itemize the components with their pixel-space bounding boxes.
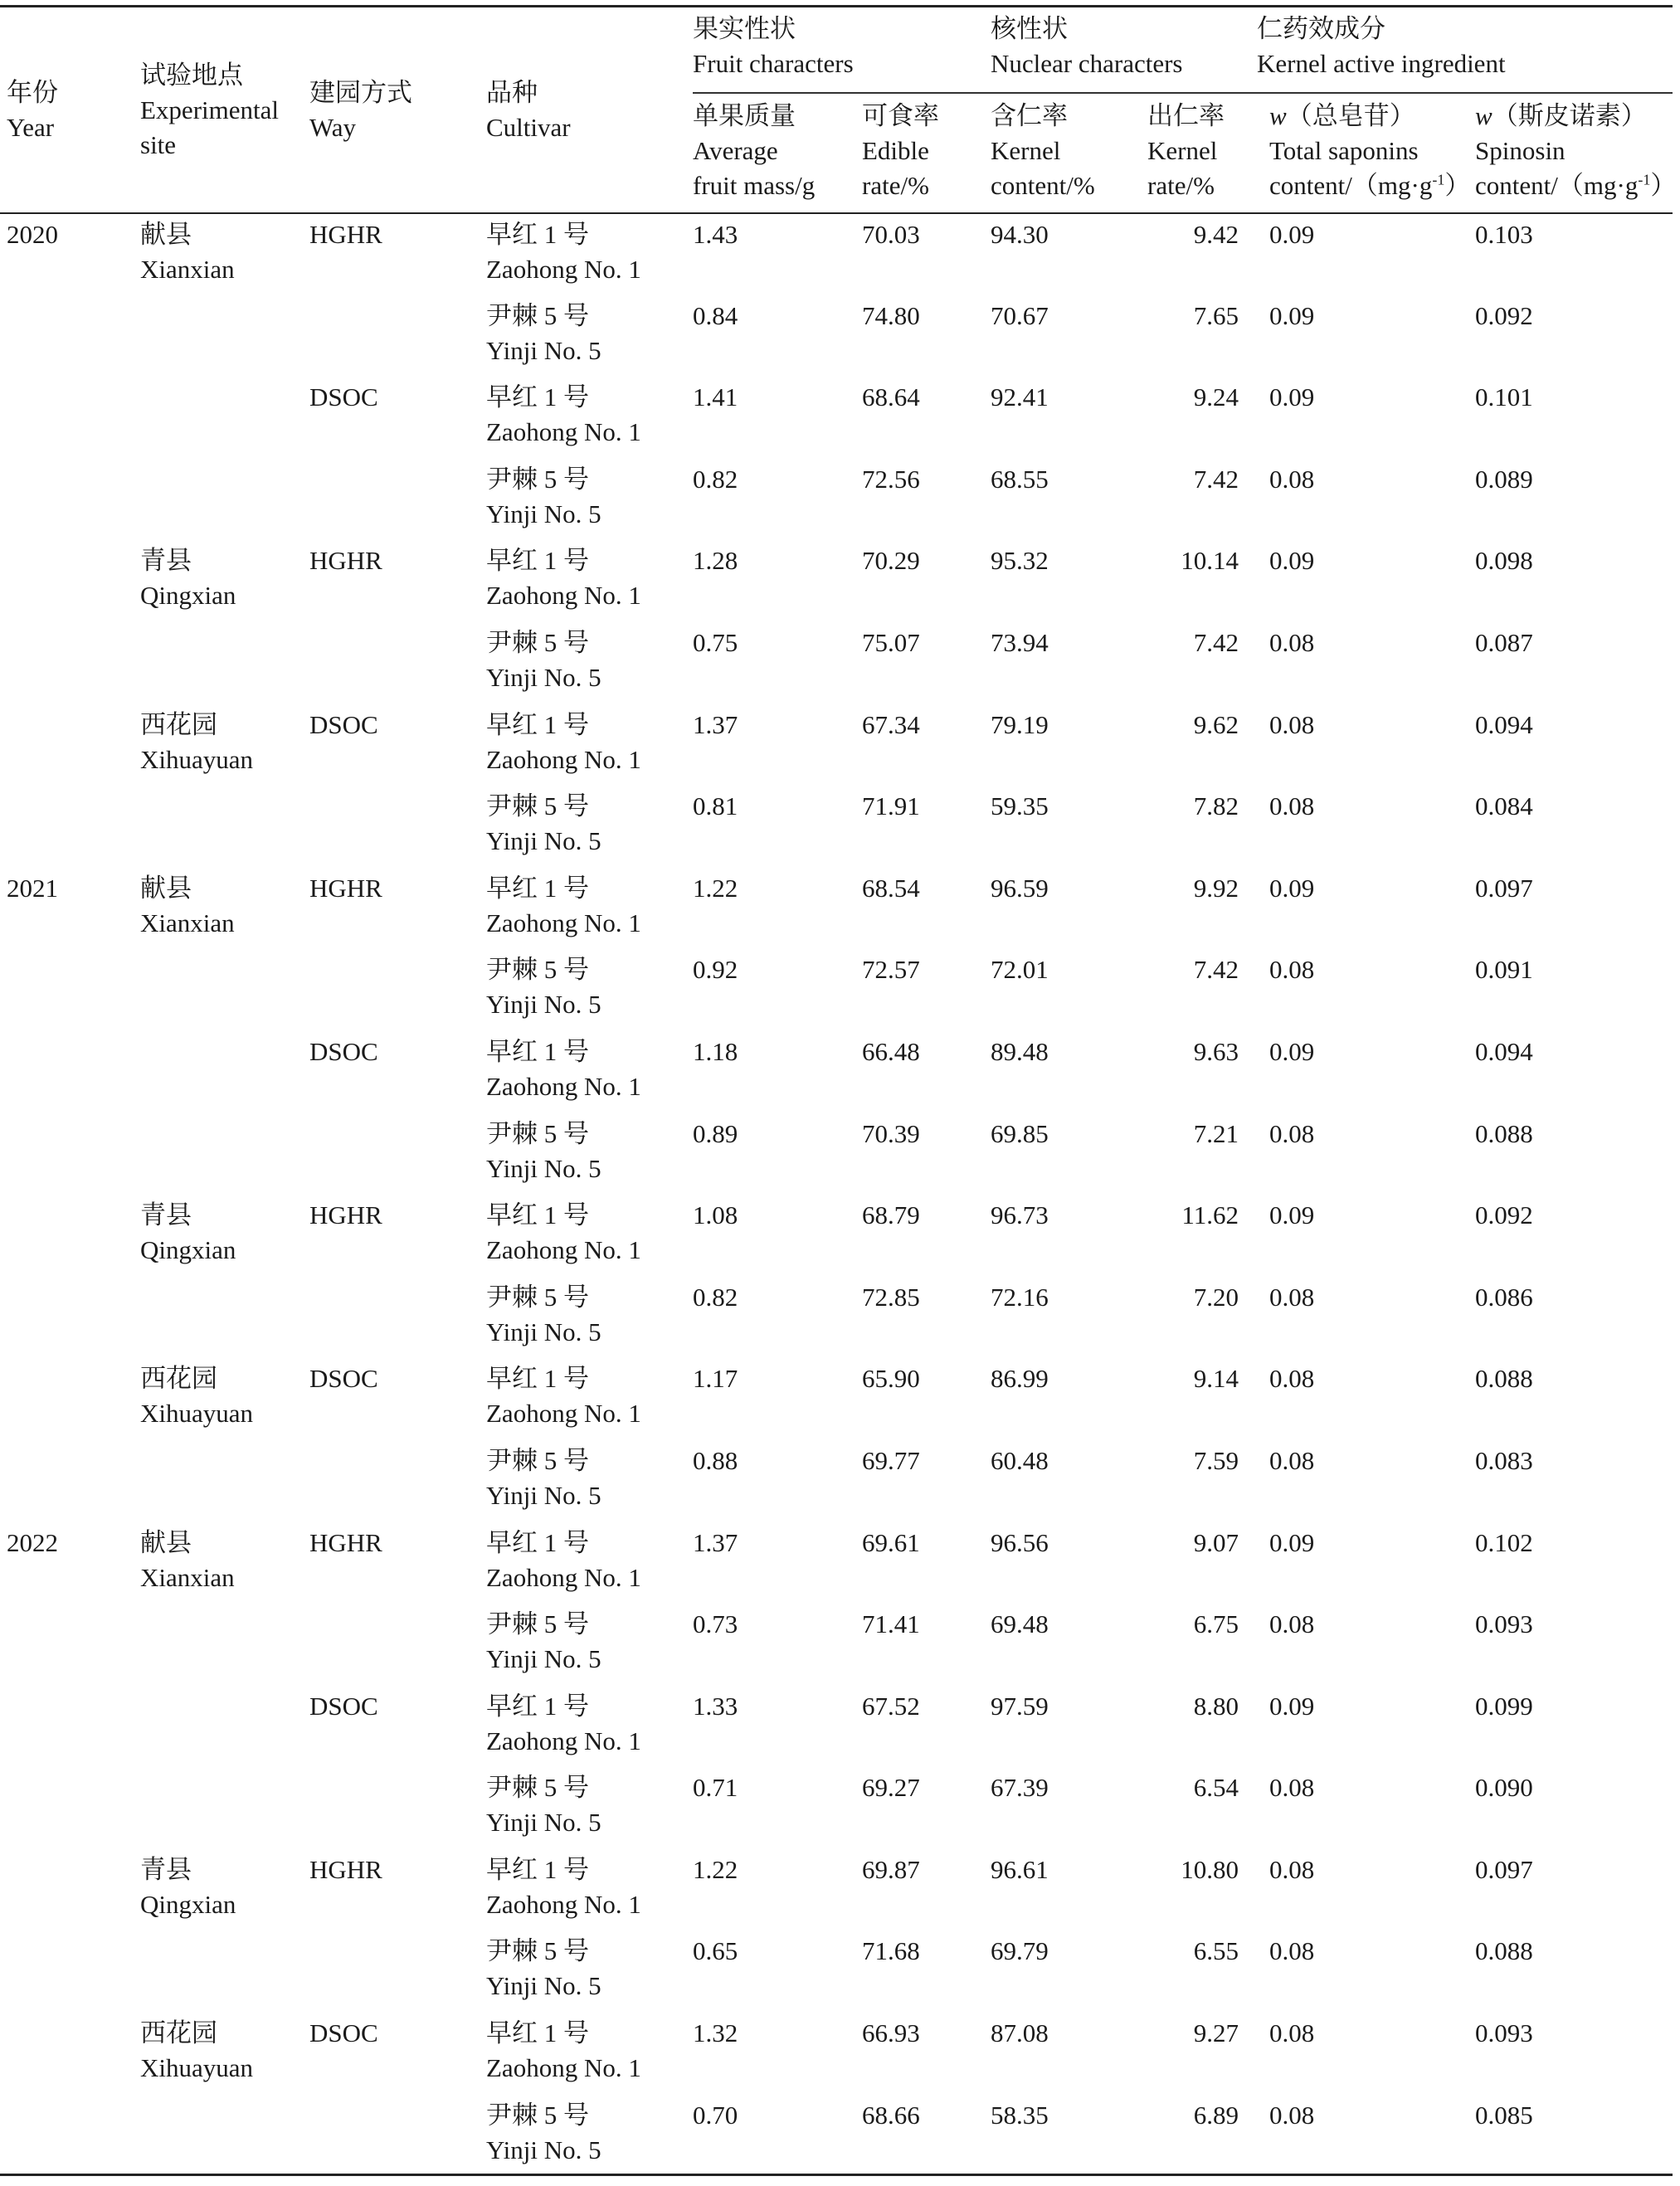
cultivar-cell: 早红 1 号 Zaohong No. 1 (486, 1200, 641, 1265)
kernel-rate-cell: 6.54 (1193, 1773, 1239, 1803)
saponins-cell: 0.08 (1269, 1773, 1315, 1803)
mass-cell: 1.41 (693, 382, 738, 412)
table-row (0, 1440, 1673, 1522)
table-row (0, 1604, 1673, 1686)
edible-cell: 70.39 (862, 1118, 920, 1148)
kernel-rate-cell: 7.65 (1193, 300, 1239, 330)
spinosin-cell: 0.092 (1475, 300, 1533, 330)
kernel-content-cell: 96.56 (991, 1527, 1049, 1557)
site-cell (130, 1767, 302, 1849)
saponins-cell: 0.09 (1269, 873, 1315, 903)
spinosin-cell: 0.098 (1475, 546, 1533, 576)
site-cell: 献县 Xianxian (140, 1527, 235, 1592)
table-row (0, 1686, 1673, 1768)
edible-cell: 69.87 (862, 1854, 920, 1884)
site-cell: 青县 Qingxian (140, 546, 236, 611)
year-cell (0, 622, 130, 704)
year-cell (0, 377, 130, 459)
kernel-content-cell: 94.30 (991, 220, 1049, 249)
way-cell: HGHR (309, 1200, 382, 1230)
kernel-content-cell: 95.32 (991, 546, 1049, 576)
table-row (0, 1767, 1673, 1849)
saponins-cell: 0.08 (1269, 955, 1315, 985)
saponins-cell: 0.08 (1269, 1936, 1315, 1966)
kernel-content-cell: 96.61 (991, 1854, 1049, 1884)
kernel-content-cell: 86.99 (991, 1364, 1049, 1394)
kernel-content-cell: 59.35 (991, 791, 1049, 821)
mass-cell: 0.84 (693, 300, 738, 330)
kernel-content-cell: 69.48 (991, 1609, 1049, 1639)
mass-cell: 0.88 (693, 1445, 738, 1475)
mass-cell: 1.18 (693, 1036, 738, 1066)
mass-cell: 1.37 (693, 709, 738, 739)
saponins-cell: 0.08 (1269, 627, 1315, 657)
way-cell: HGHR (309, 220, 382, 249)
way-cell: DSOC (309, 1036, 378, 1066)
header-site: 试验地点 Experimental site (140, 60, 279, 159)
kernel-rate-cell: 6.55 (1193, 1936, 1239, 1966)
saponins-cell: 0.09 (1269, 1200, 1315, 1230)
header-cultivar: 品种 Cultivar (486, 77, 571, 142)
spinosin-cell: 0.088 (1475, 1936, 1533, 1966)
saponins-cell: 0.08 (1269, 1282, 1315, 1312)
header-fruit: 果实性状 Fruit characters (693, 7, 991, 93)
edible-cell: 72.85 (862, 1282, 920, 1312)
kernel-rate-cell: 9.62 (1193, 709, 1239, 739)
table-row (0, 1522, 1673, 1604)
kernel-rate-cell: 7.59 (1193, 1445, 1239, 1475)
spinosin-cell: 0.089 (1475, 464, 1533, 494)
spinosin-cell: 0.097 (1475, 873, 1533, 903)
cultivar-cell: 尹棘 5 号 Yinji No. 5 (486, 300, 601, 365)
cultivar-cell: 尹棘 5 号 Yinji No. 5 (486, 1609, 601, 1674)
kernel-content-cell: 70.67 (991, 300, 1049, 330)
cultivar-cell: 早红 1 号 Zaohong No. 1 (486, 873, 641, 937)
cultivar-cell: 尹棘 5 号 Yinji No. 5 (486, 2100, 601, 2164)
site-cell (130, 377, 302, 459)
table-row (0, 459, 1673, 541)
edible-cell: 66.93 (862, 2018, 920, 2048)
site-cell: 青县 Qingxian (140, 1200, 236, 1265)
spinosin-cell: 0.087 (1475, 627, 1533, 657)
table-row (0, 377, 1673, 459)
mass-cell: 1.37 (693, 1527, 738, 1557)
year-cell (0, 1195, 130, 1277)
mass-cell: 0.75 (693, 627, 738, 657)
mass-cell: 1.22 (693, 873, 738, 903)
spinosin-cell: 0.103 (1475, 220, 1533, 249)
way-cell: DSOC (309, 709, 378, 739)
kernel-content-cell: 89.48 (991, 1036, 1049, 1066)
cultivar-cell: 早红 1 号 Zaohong No. 1 (486, 546, 641, 611)
kernel-rate-cell: 9.42 (1193, 220, 1239, 249)
cultivar-cell: 早红 1 号 Zaohong No. 1 (486, 1527, 641, 1592)
kernel-content-cell: 58.35 (991, 2100, 1049, 2130)
saponins-cell: 0.08 (1269, 1445, 1315, 1475)
spinosin-cell: 0.083 (1475, 1445, 1533, 1475)
way-cell (302, 295, 479, 377)
table-row (0, 2013, 1673, 2095)
spinosin-cell: 0.086 (1475, 1282, 1533, 1312)
edible-cell: 66.48 (862, 1036, 920, 1066)
mass-cell: 0.81 (693, 791, 738, 821)
year-cell (0, 295, 130, 377)
kernel-rate-cell: 8.80 (1193, 1691, 1239, 1721)
way-cell: HGHR (309, 1854, 382, 1884)
mass-cell: 1.43 (693, 220, 738, 249)
mass-cell: 0.92 (693, 955, 738, 985)
year-cell (0, 1113, 130, 1195)
table-bottom-rule (0, 2174, 1673, 2176)
spinosin-cell: 0.084 (1475, 791, 1533, 821)
edible-cell: 72.56 (862, 464, 920, 494)
site-cell (130, 1930, 302, 2013)
site-cell (130, 622, 302, 704)
site-cell (130, 1604, 302, 1686)
edible-cell: 75.07 (862, 627, 920, 657)
way-cell: DSOC (309, 1364, 378, 1394)
cultivar-cell: 尹棘 5 号 Yinji No. 5 (486, 1445, 601, 1510)
cultivar-cell: 尹棘 5 号 Yinji No. 5 (486, 1282, 601, 1346)
kernel-rate-cell: 7.20 (1193, 1282, 1239, 1312)
kernel-rate-cell: 10.14 (1181, 546, 1239, 576)
table-row (0, 1195, 1673, 1277)
kernel-content-cell: 79.19 (991, 709, 1049, 739)
spinosin-cell: 0.094 (1475, 1036, 1533, 1066)
data-table (0, 7, 1677, 2176)
saponins-cell: 0.09 (1269, 300, 1315, 330)
year-cell (0, 786, 130, 868)
kernel-content-cell: 97.59 (991, 1691, 1049, 1721)
header-saponins: w（总皂苷） Total saponins content/$(mg\cdot g^{-1})$ (1269, 101, 1471, 200)
kernel-content-cell: 73.94 (991, 627, 1049, 657)
spinosin-cell: 0.088 (1475, 1364, 1533, 1394)
cultivar-cell: 早红 1 号 Zaohong No. 1 (486, 382, 641, 447)
saponins-cell: 0.09 (1269, 1036, 1315, 1066)
year-cell: 2021 (7, 873, 58, 903)
kernel-rate-cell: 7.42 (1193, 464, 1239, 494)
table-row (0, 622, 1673, 704)
year-cell (0, 1686, 130, 1768)
saponins-cell: 0.08 (1269, 1854, 1315, 1884)
kernel-rate-cell: 7.42 (1193, 627, 1239, 657)
cultivar-cell: 早红 1 号 Zaohong No. 1 (486, 709, 641, 774)
table-row (0, 868, 1673, 950)
table-row (0, 1358, 1673, 1440)
table-row (0, 1930, 1673, 2013)
site-cell (130, 1686, 302, 1768)
header-mass: 单果质量 Average fruit mass/g (693, 101, 816, 200)
kernel-content-cell: 72.01 (991, 955, 1049, 985)
spinosin-cell: 0.097 (1475, 1854, 1533, 1884)
way-cell (302, 1113, 479, 1195)
spinosin-cell: 0.088 (1475, 1118, 1533, 1148)
edible-cell: 68.64 (862, 382, 920, 412)
header-way: 建园方式 Way (309, 77, 412, 142)
way-cell (302, 1440, 479, 1522)
kernel-content-cell: 69.85 (991, 1118, 1049, 1148)
site-cell (130, 1277, 302, 1359)
kernel-content-cell: 87.08 (991, 2018, 1049, 2048)
edible-cell: 74.80 (862, 300, 920, 330)
way-cell: HGHR (309, 546, 382, 576)
header-kernel-rate: 出仁率 Kernel rate/% (1147, 101, 1225, 200)
saponins-cell: 0.08 (1269, 791, 1315, 821)
spinosin-cell: 0.093 (1475, 1609, 1533, 1639)
mass-cell: 0.65 (693, 1936, 738, 1966)
year-cell: 2022 (7, 1527, 58, 1557)
spinosin-cell: 0.102 (1475, 1527, 1533, 1557)
mass-cell: 0.70 (693, 2100, 738, 2130)
table-body (0, 213, 1673, 2176)
edible-cell: 72.57 (862, 955, 920, 985)
header-spinosin: w（斯皮诺素） Spinosin content/$(mg\cdot g^{-1})$ (1475, 101, 1677, 200)
site-cell (130, 1113, 302, 1195)
kernel-rate-cell: 10.80 (1181, 1854, 1239, 1884)
way-cell: HGHR (309, 1527, 382, 1557)
site-cell: 献县 Xianxian (140, 220, 235, 284)
kernel-rate-cell: 9.27 (1193, 2018, 1239, 2048)
kernel-rate-cell: 7.21 (1193, 1118, 1239, 1148)
edible-cell: 71.68 (862, 1936, 920, 1966)
cultivar-cell: 尹棘 5 号 Yinji No. 5 (486, 1936, 601, 2001)
edible-cell: 71.91 (862, 791, 920, 821)
kernel-rate-cell: 9.92 (1193, 873, 1239, 903)
spinosin-cell: 0.101 (1475, 382, 1533, 412)
year-cell (0, 1849, 130, 1931)
cultivar-cell: 尹棘 5 号 Yinji No. 5 (486, 464, 601, 528)
kernel-rate-cell: 9.63 (1193, 1036, 1239, 1066)
way-cell: DSOC (309, 382, 378, 412)
spinosin-cell: 0.093 (1475, 2018, 1533, 2048)
edible-cell: 67.34 (862, 709, 920, 739)
header-kernel: 仁药效成分 Kernel active ingredient (1257, 7, 1673, 93)
kernel-rate-cell: 11.62 (1181, 1200, 1239, 1230)
kernel-content-cell: 96.59 (991, 873, 1049, 903)
edible-cell: 71.41 (862, 1609, 920, 1639)
saponins-cell: 0.08 (1269, 464, 1315, 494)
header-nuclear: 核性状 Nuclear characters (991, 7, 1257, 93)
table-row (0, 1113, 1673, 1195)
saponins-cell: 0.09 (1269, 1527, 1315, 1557)
kernel-rate-cell: 7.82 (1193, 791, 1239, 821)
saponins-cell: 0.09 (1269, 1691, 1315, 1721)
cultivar-cell: 尹棘 5 号 Yinji No. 5 (486, 1773, 601, 1838)
way-cell (302, 949, 479, 1031)
kernel-rate-cell: 9.07 (1193, 1527, 1239, 1557)
cultivar-cell: 早红 1 号 Zaohong No. 1 (486, 220, 641, 284)
year-cell (0, 540, 130, 622)
saponins-cell: 0.08 (1269, 2100, 1315, 2130)
year-cell (0, 1767, 130, 1849)
edible-cell: 67.52 (862, 1691, 920, 1721)
way-cell (302, 1604, 479, 1686)
mass-cell: 1.08 (693, 1200, 738, 1230)
spinosin-cell: 0.085 (1475, 2100, 1533, 2130)
year-cell (0, 949, 130, 1031)
site-cell (130, 459, 302, 541)
way-cell (302, 2095, 479, 2177)
kernel-rate-cell: 6.89 (1193, 2100, 1239, 2130)
spinosin-cell: 0.094 (1475, 709, 1533, 739)
way-cell: DSOC (309, 1691, 378, 1721)
table-row (0, 2095, 1673, 2177)
way-cell (302, 1767, 479, 1849)
year-cell (0, 459, 130, 541)
spinosin-cell: 0.099 (1475, 1691, 1533, 1721)
table-row (0, 1849, 1673, 1931)
site-cell (130, 295, 302, 377)
saponins-cell: 0.09 (1269, 220, 1315, 249)
cultivar-cell: 早红 1 号 Zaohong No. 1 (486, 1691, 641, 1755)
year-cell (0, 704, 130, 786)
year-cell: 2020 (7, 220, 58, 249)
year-cell (0, 1604, 130, 1686)
kernel-rate-cell: 7.42 (1193, 955, 1239, 985)
edible-cell: 68.54 (862, 873, 920, 903)
kernel-rate-cell: 9.24 (1193, 382, 1239, 412)
edible-cell: 69.27 (862, 1773, 920, 1803)
way-cell (302, 459, 479, 541)
mass-cell: 0.89 (693, 1118, 738, 1148)
spinosin-cell: 0.090 (1475, 1773, 1533, 1803)
saponins-cell: 0.08 (1269, 2018, 1315, 2048)
saponins-cell: 0.09 (1269, 382, 1315, 412)
cultivar-cell: 尹棘 5 号 Yinji No. 5 (486, 791, 601, 856)
way-cell: DSOC (309, 2018, 378, 2048)
mass-cell: 1.17 (693, 1364, 738, 1394)
table-row (0, 949, 1673, 1031)
header-kernel-content: 含仁率 Kernel content/% (991, 101, 1095, 200)
kernel-content-cell: 67.39 (991, 1773, 1049, 1803)
mass-cell: 1.33 (693, 1691, 738, 1721)
saponins-cell: 0.08 (1269, 1364, 1315, 1394)
edible-cell: 69.77 (862, 1445, 920, 1475)
site-cell: 青县 Qingxian (140, 1854, 236, 1919)
mass-cell: 0.71 (693, 1773, 738, 1803)
year-cell (0, 1930, 130, 2013)
site-cell (130, 1031, 302, 1113)
site-cell (130, 2095, 302, 2177)
cultivar-cell: 早红 1 号 Zaohong No. 1 (486, 1364, 641, 1429)
year-cell (0, 1031, 130, 1113)
edible-cell: 70.29 (862, 546, 920, 576)
cultivar-cell: 早红 1 号 Zaohong No. 1 (486, 1036, 641, 1101)
cultivar-cell: 早红 1 号 Zaohong No. 1 (486, 2018, 641, 2083)
header-year: 年份 Year (7, 77, 58, 142)
site-cell (130, 1440, 302, 1522)
edible-cell: 68.66 (862, 2100, 920, 2130)
edible-cell: 68.79 (862, 1200, 920, 1230)
edible-cell: 70.03 (862, 220, 920, 249)
saponins-cell: 0.08 (1269, 709, 1315, 739)
table-row (0, 704, 1673, 786)
table-row (0, 1277, 1673, 1359)
way-cell (302, 1277, 479, 1359)
site-cell: 西花园 Xihuayuan (140, 2018, 254, 2083)
year-cell (0, 2013, 130, 2095)
site-cell (130, 786, 302, 868)
kernel-content-cell: 92.41 (991, 382, 1049, 412)
saponins-cell: 0.09 (1269, 546, 1315, 576)
table-row (0, 1031, 1673, 1113)
saponins-cell: 0.08 (1269, 1609, 1315, 1639)
cultivar-cell: 尹棘 5 号 Yinji No. 5 (486, 1118, 601, 1183)
spinosin-cell: 0.091 (1475, 955, 1533, 985)
kernel-rate-cell: 6.75 (1193, 1609, 1239, 1639)
mass-cell: 1.22 (693, 1854, 738, 1884)
saponins-cell: 0.08 (1269, 1118, 1315, 1148)
mass-cell: 1.32 (693, 2018, 738, 2048)
header-edible: 可食率 Edible rate/% (862, 101, 939, 200)
edible-cell: 69.61 (862, 1527, 920, 1557)
kernel-content-cell: 96.73 (991, 1200, 1049, 1230)
site-cell (130, 949, 302, 1031)
year-cell (0, 1440, 130, 1522)
year-cell (0, 1277, 130, 1359)
cultivar-cell: 尹棘 5 号 Yinji No. 5 (486, 627, 601, 692)
year-cell (0, 2095, 130, 2177)
kernel-content-cell: 60.48 (991, 1445, 1049, 1475)
way-cell (302, 786, 479, 868)
way-cell (302, 622, 479, 704)
mass-cell: 0.82 (693, 1282, 738, 1312)
site-cell: 西花园 Xihuayuan (140, 709, 254, 774)
table-row (0, 786, 1673, 868)
kernel-content-cell: 69.79 (991, 1936, 1049, 1966)
kernel-content-cell: 68.55 (991, 464, 1049, 494)
cultivar-cell: 尹棘 5 号 Yinji No. 5 (486, 955, 601, 1020)
table-row (0, 213, 1673, 295)
mass-cell: 0.73 (693, 1609, 738, 1639)
way-cell: HGHR (309, 873, 382, 903)
table-row (0, 295, 1673, 377)
site-cell: 献县 Xianxian (140, 873, 235, 937)
spinosin-cell: 0.092 (1475, 1200, 1533, 1230)
kernel-content-cell: 72.16 (991, 1282, 1049, 1312)
kernel-rate-cell: 9.14 (1193, 1364, 1239, 1394)
way-cell (302, 1930, 479, 2013)
cultivar-cell: 早红 1 号 Zaohong No. 1 (486, 1854, 641, 1919)
site-cell: 西花园 Xihuayuan (140, 1364, 254, 1429)
edible-cell: 65.90 (862, 1364, 920, 1394)
table-row (0, 540, 1673, 622)
mass-cell: 0.82 (693, 464, 738, 494)
mass-cell: 1.28 (693, 546, 738, 576)
year-cell (0, 1358, 130, 1440)
